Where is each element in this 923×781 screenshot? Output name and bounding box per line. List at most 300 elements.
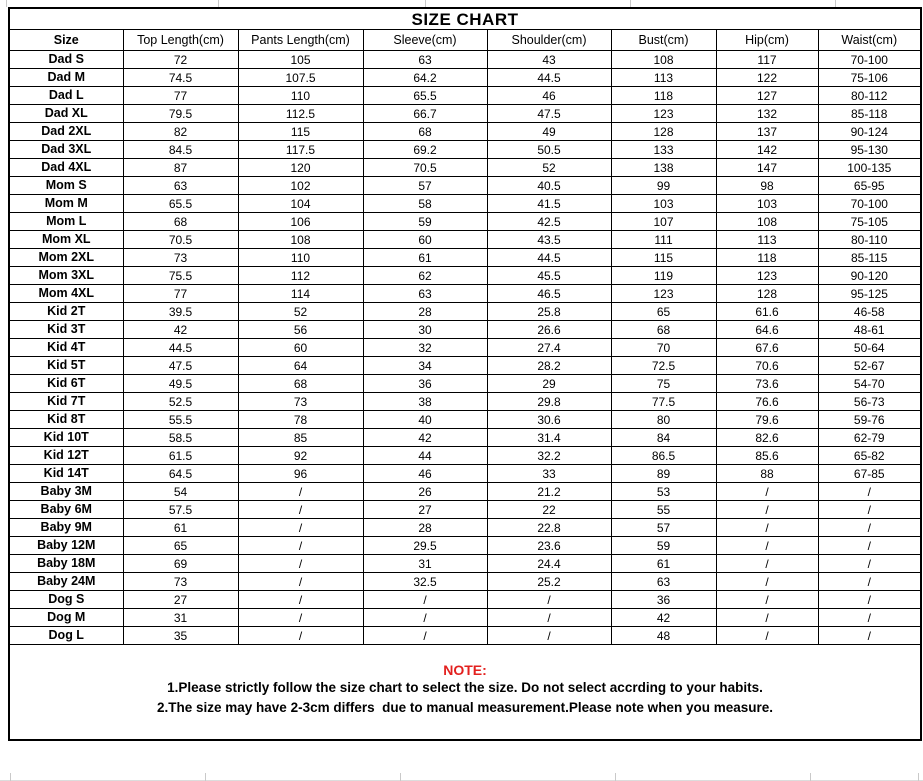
- measurement-cell: 61.6: [716, 303, 818, 321]
- size-label-cell: Baby 9M: [9, 519, 123, 537]
- measurement-cell: 103: [716, 195, 818, 213]
- measurement-cell: 61: [123, 519, 238, 537]
- measurement-cell: 79.5: [123, 105, 238, 123]
- measurement-cell: 34: [363, 357, 487, 375]
- measurement-cell: 26: [363, 483, 487, 501]
- measurement-cell: 73: [123, 573, 238, 591]
- measurement-cell: /: [238, 591, 363, 609]
- table-row: [9, 123, 921, 141]
- measurement-cell: 73: [238, 393, 363, 411]
- size-label-cell: Kid 2T: [9, 303, 123, 321]
- measurement-cell: 73.6: [716, 375, 818, 393]
- measurement-cell: 36: [611, 591, 716, 609]
- measurement-cell: 58.5: [123, 429, 238, 447]
- measurement-cell: 32: [363, 339, 487, 357]
- measurement-cell: 106: [238, 213, 363, 231]
- measurement-cell: 60: [363, 231, 487, 249]
- size-label-cell: Baby 6M: [9, 501, 123, 519]
- measurement-cell: 119: [611, 267, 716, 285]
- measurement-cell: /: [818, 555, 921, 573]
- column-header: Sleeve(cm): [363, 30, 487, 51]
- measurement-cell: 67-85: [818, 465, 921, 483]
- measurement-cell: 107: [611, 213, 716, 231]
- measurement-cell: /: [363, 609, 487, 627]
- measurement-cell: 65: [611, 303, 716, 321]
- measurement-cell: 65-95: [818, 177, 921, 195]
- size-label-cell: Baby 12M: [9, 537, 123, 555]
- measurement-cell: 115: [611, 249, 716, 267]
- size-label-cell: Mom L: [9, 213, 123, 231]
- table-row: [9, 321, 921, 339]
- measurement-cell: 32.5: [363, 573, 487, 591]
- measurement-cell: 36: [363, 375, 487, 393]
- measurement-cell: 30: [363, 321, 487, 339]
- measurement-cell: 40.5: [487, 177, 611, 195]
- measurement-cell: 79.6: [716, 411, 818, 429]
- size-label-cell: Dad XL: [9, 105, 123, 123]
- size-label-cell: Mom XL: [9, 231, 123, 249]
- measurement-cell: 59-76: [818, 411, 921, 429]
- measurement-cell: 68: [238, 375, 363, 393]
- measurement-cell: /: [818, 627, 921, 645]
- measurement-cell: /: [818, 591, 921, 609]
- size-label-cell: Kid 8T: [9, 411, 123, 429]
- page-title: SIZE CHART: [9, 8, 921, 30]
- measurement-cell: 80-112: [818, 87, 921, 105]
- measurement-cell: 57.5: [123, 501, 238, 519]
- measurement-cell: 26.6: [487, 321, 611, 339]
- measurement-cell: 132: [716, 105, 818, 123]
- measurement-cell: 133: [611, 141, 716, 159]
- measurement-cell: 118: [716, 249, 818, 267]
- measurement-cell: 63: [363, 51, 487, 69]
- measurement-cell: 28.2: [487, 357, 611, 375]
- measurement-cell: 61: [611, 555, 716, 573]
- size-label-cell: Mom 3XL: [9, 267, 123, 285]
- measurement-cell: 108: [716, 213, 818, 231]
- measurement-cell: /: [238, 573, 363, 591]
- measurement-cell: 85.6: [716, 447, 818, 465]
- measurement-cell: 117: [716, 51, 818, 69]
- measurement-cell: 77: [123, 87, 238, 105]
- measurement-cell: 41.5: [487, 195, 611, 213]
- measurement-cell: 70.5: [123, 231, 238, 249]
- measurement-cell: 44.5: [487, 249, 611, 267]
- measurement-cell: 64.5: [123, 465, 238, 483]
- measurement-cell: /: [238, 609, 363, 627]
- measurement-cell: /: [716, 483, 818, 501]
- measurement-cell: 61: [363, 249, 487, 267]
- measurement-cell: 53: [611, 483, 716, 501]
- measurement-cell: 73: [123, 249, 238, 267]
- measurement-cell: 31: [363, 555, 487, 573]
- measurement-cell: 115: [238, 123, 363, 141]
- size-label-cell: Kid 14T: [9, 465, 123, 483]
- measurement-cell: 38: [363, 393, 487, 411]
- table-row: [9, 627, 921, 645]
- measurement-cell: 49: [487, 123, 611, 141]
- measurement-cell: 55: [611, 501, 716, 519]
- measurement-cell: 61.5: [123, 447, 238, 465]
- size-label-cell: Kid 3T: [9, 321, 123, 339]
- table-row: [9, 465, 921, 483]
- note-row: [9, 645, 921, 741]
- measurement-cell: 100-135: [818, 159, 921, 177]
- measurement-cell: 58: [363, 195, 487, 213]
- measurement-cell: /: [487, 627, 611, 645]
- measurement-cell: 25.8: [487, 303, 611, 321]
- measurement-cell: /: [716, 627, 818, 645]
- table-row: [9, 141, 921, 159]
- measurement-cell: /: [818, 483, 921, 501]
- measurement-cell: 70-100: [818, 51, 921, 69]
- size-label-cell: Dog S: [9, 591, 123, 609]
- column-header: Bust(cm): [611, 30, 716, 51]
- measurement-cell: 122: [716, 69, 818, 87]
- measurement-cell: 108: [611, 51, 716, 69]
- measurement-cell: 42: [611, 609, 716, 627]
- measurement-cell: 33: [487, 465, 611, 483]
- measurement-cell: 28: [363, 303, 487, 321]
- measurement-cell: 65.5: [123, 195, 238, 213]
- gridline-tick: [630, 0, 631, 7]
- measurement-cell: 39.5: [123, 303, 238, 321]
- measurement-cell: 98: [716, 177, 818, 195]
- measurement-cell: /: [818, 609, 921, 627]
- measurement-cell: 22: [487, 501, 611, 519]
- measurement-cell: 57: [363, 177, 487, 195]
- size-label-cell: Baby 18M: [9, 555, 123, 573]
- measurement-cell: 40: [363, 411, 487, 429]
- measurement-cell: 92: [238, 447, 363, 465]
- size-label-cell: Kid 5T: [9, 357, 123, 375]
- measurement-cell: 31.4: [487, 429, 611, 447]
- column-header: Shoulder(cm): [487, 30, 611, 51]
- measurement-cell: 64.6: [716, 321, 818, 339]
- measurement-cell: 62: [363, 267, 487, 285]
- measurement-cell: 25.2: [487, 573, 611, 591]
- measurement-cell: /: [238, 627, 363, 645]
- size-label-cell: Mom 2XL: [9, 249, 123, 267]
- measurement-cell: 44: [363, 447, 487, 465]
- table-row: [9, 609, 921, 627]
- measurement-cell: 52: [238, 303, 363, 321]
- note-heading: NOTE:: [443, 661, 487, 678]
- table-row: [9, 519, 921, 537]
- measurement-cell: /: [716, 591, 818, 609]
- measurement-cell: 59: [363, 213, 487, 231]
- measurement-cell: 75-105: [818, 213, 921, 231]
- measurement-cell: /: [238, 483, 363, 501]
- measurement-cell: 68: [611, 321, 716, 339]
- measurement-cell: 72: [123, 51, 238, 69]
- measurement-cell: 88: [716, 465, 818, 483]
- measurement-cell: 82.6: [716, 429, 818, 447]
- measurement-cell: 24.4: [487, 555, 611, 573]
- measurement-cell: 78: [238, 411, 363, 429]
- measurement-cell: 123: [611, 105, 716, 123]
- measurement-cell: 48-61: [818, 321, 921, 339]
- size-label-cell: Baby 3M: [9, 483, 123, 501]
- measurement-cell: 75-106: [818, 69, 921, 87]
- measurement-cell: 90-120: [818, 267, 921, 285]
- measurement-cell: 110: [238, 249, 363, 267]
- measurement-cell: 21.2: [487, 483, 611, 501]
- measurement-cell: 77.5: [611, 393, 716, 411]
- table-row: [9, 213, 921, 231]
- gridline-tick: [835, 0, 836, 7]
- measurement-cell: 69.2: [363, 141, 487, 159]
- measurement-cell: 64.2: [363, 69, 487, 87]
- measurement-cell: /: [716, 573, 818, 591]
- measurement-cell: 66.7: [363, 105, 487, 123]
- table-row: [9, 267, 921, 285]
- measurement-cell: 47.5: [487, 105, 611, 123]
- measurement-cell: 29.8: [487, 393, 611, 411]
- size-chart-table: [8, 7, 922, 741]
- table-row: [9, 573, 921, 591]
- measurement-cell: /: [716, 609, 818, 627]
- measurement-cell: 86.5: [611, 447, 716, 465]
- measurement-cell: /: [716, 537, 818, 555]
- note-line-2: 2.The size may have 2-3cm differs due to manual measurement.Please note when you measure.: [157, 700, 773, 715]
- gridline-tick: [10, 773, 11, 781]
- table-row: [9, 375, 921, 393]
- measurement-cell: /: [238, 501, 363, 519]
- measurement-cell: 31: [123, 609, 238, 627]
- measurement-cell: 77: [123, 285, 238, 303]
- measurement-cell: 74.5: [123, 69, 238, 87]
- measurement-cell: 123: [611, 285, 716, 303]
- table-row: [9, 87, 921, 105]
- table-row: [9, 177, 921, 195]
- measurement-cell: 52: [487, 159, 611, 177]
- table-row: [9, 483, 921, 501]
- size-label-cell: Mom M: [9, 195, 123, 213]
- measurement-cell: 112: [238, 267, 363, 285]
- note-line-1: 1.Please strictly follow the size chart to select the size. Do not select accrding to your habits.: [167, 679, 763, 695]
- measurement-cell: 111: [611, 231, 716, 249]
- table-row: [9, 69, 921, 87]
- measurement-cell: /: [716, 555, 818, 573]
- measurement-cell: 63: [611, 573, 716, 591]
- measurement-cell: 105: [238, 51, 363, 69]
- column-header: Top Length(cm): [123, 30, 238, 51]
- measurement-cell: 54-70: [818, 375, 921, 393]
- measurement-cell: 68: [363, 123, 487, 141]
- measurement-cell: 70.5: [363, 159, 487, 177]
- measurement-cell: 104: [238, 195, 363, 213]
- size-label-cell: Dad 4XL: [9, 159, 123, 177]
- measurement-cell: 85: [238, 429, 363, 447]
- measurement-cell: 29: [487, 375, 611, 393]
- column-header: Waist(cm): [818, 30, 921, 51]
- measurement-cell: 70: [611, 339, 716, 357]
- measurement-cell: 42.5: [487, 213, 611, 231]
- measurement-cell: /: [487, 609, 611, 627]
- measurement-cell: 46.5: [487, 285, 611, 303]
- table-row: [9, 591, 921, 609]
- measurement-cell: /: [818, 519, 921, 537]
- measurement-cell: 30.6: [487, 411, 611, 429]
- measurement-cell: 46: [487, 87, 611, 105]
- measurement-cell: 80-110: [818, 231, 921, 249]
- measurement-cell: 22.8: [487, 519, 611, 537]
- column-header: Pants Length(cm): [238, 30, 363, 51]
- measurement-cell: 27.4: [487, 339, 611, 357]
- table-row: [9, 393, 921, 411]
- measurement-cell: 35: [123, 627, 238, 645]
- measurement-cell: 63: [363, 285, 487, 303]
- measurement-cell: /: [238, 519, 363, 537]
- gridline-tick: [918, 773, 919, 781]
- size-label-cell: Dad M: [9, 69, 123, 87]
- title-row: [9, 8, 921, 30]
- measurement-cell: 52.5: [123, 393, 238, 411]
- size-label-cell: Kid 10T: [9, 429, 123, 447]
- measurement-cell: 114: [238, 285, 363, 303]
- size-label-cell: Dog M: [9, 609, 123, 627]
- size-label-cell: Dad L: [9, 87, 123, 105]
- size-label-cell: Kid 4T: [9, 339, 123, 357]
- measurement-cell: 90-124: [818, 123, 921, 141]
- measurement-cell: 43: [487, 51, 611, 69]
- measurement-cell: /: [238, 555, 363, 573]
- table-row: [9, 285, 921, 303]
- measurement-cell: 49.5: [123, 375, 238, 393]
- measurement-cell: 89: [611, 465, 716, 483]
- measurement-cell: 75: [611, 375, 716, 393]
- measurement-cell: /: [818, 501, 921, 519]
- gridline-tick: [400, 773, 401, 781]
- size-label-cell: Mom S: [9, 177, 123, 195]
- measurement-cell: 127: [716, 87, 818, 105]
- measurement-cell: 69: [123, 555, 238, 573]
- measurement-cell: 128: [716, 285, 818, 303]
- measurement-cell: /: [487, 591, 611, 609]
- gridline-tick: [205, 773, 206, 781]
- measurement-cell: 108: [238, 231, 363, 249]
- measurement-cell: 68: [123, 213, 238, 231]
- table-row: [9, 339, 921, 357]
- measurement-cell: 85-118: [818, 105, 921, 123]
- table-row: [9, 357, 921, 375]
- measurement-cell: /: [818, 537, 921, 555]
- size-label-cell: Kid 6T: [9, 375, 123, 393]
- table-row: [9, 447, 921, 465]
- measurement-cell: 67.6: [716, 339, 818, 357]
- measurement-cell: /: [363, 627, 487, 645]
- column-header: Hip(cm): [716, 30, 818, 51]
- measurement-cell: 44.5: [487, 69, 611, 87]
- measurement-cell: 82: [123, 123, 238, 141]
- measurement-cell: 43.5: [487, 231, 611, 249]
- measurement-cell: 57: [611, 519, 716, 537]
- table-row: [9, 231, 921, 249]
- measurement-cell: 32.2: [487, 447, 611, 465]
- measurement-cell: 42: [363, 429, 487, 447]
- measurement-cell: 70-100: [818, 195, 921, 213]
- measurement-cell: 70.6: [716, 357, 818, 375]
- measurement-cell: 29.5: [363, 537, 487, 555]
- measurement-cell: 84.5: [123, 141, 238, 159]
- table-row: [9, 537, 921, 555]
- measurement-cell: 142: [716, 141, 818, 159]
- table-row: [9, 303, 921, 321]
- measurement-cell: 102: [238, 177, 363, 195]
- measurement-cell: 60: [238, 339, 363, 357]
- column-header: Size: [9, 30, 123, 51]
- measurement-cell: 137: [716, 123, 818, 141]
- measurement-cell: 95-125: [818, 285, 921, 303]
- measurement-cell: 28: [363, 519, 487, 537]
- measurement-cell: 138: [611, 159, 716, 177]
- measurement-cell: 107.5: [238, 69, 363, 87]
- measurement-cell: 65: [123, 537, 238, 555]
- size-label-cell: Dad S: [9, 51, 123, 69]
- size-label-cell: Dad 3XL: [9, 141, 123, 159]
- size-label-cell: Kid 12T: [9, 447, 123, 465]
- table-row: [9, 411, 921, 429]
- gridline-tick: [425, 0, 426, 7]
- measurement-cell: 147: [716, 159, 818, 177]
- table-row: [9, 51, 921, 69]
- measurement-cell: 55.5: [123, 411, 238, 429]
- measurement-cell: 103: [611, 195, 716, 213]
- measurement-cell: 56-73: [818, 393, 921, 411]
- measurement-cell: /: [238, 537, 363, 555]
- measurement-cell: 113: [716, 231, 818, 249]
- measurement-cell: 62-79: [818, 429, 921, 447]
- measurement-cell: 117.5: [238, 141, 363, 159]
- measurement-cell: 64: [238, 357, 363, 375]
- measurement-cell: 44.5: [123, 339, 238, 357]
- measurement-cell: /: [716, 519, 818, 537]
- measurement-cell: 59: [611, 537, 716, 555]
- measurement-cell: 48: [611, 627, 716, 645]
- measurement-cell: 27: [123, 591, 238, 609]
- measurement-cell: 87: [123, 159, 238, 177]
- measurement-cell: 76.6: [716, 393, 818, 411]
- column-header-row: [9, 30, 921, 51]
- measurement-cell: 65-82: [818, 447, 921, 465]
- table-row: [9, 195, 921, 213]
- measurement-cell: 80: [611, 411, 716, 429]
- measurement-cell: 46: [363, 465, 487, 483]
- measurement-cell: 63: [123, 177, 238, 195]
- table-row: [9, 159, 921, 177]
- measurement-cell: 56: [238, 321, 363, 339]
- measurement-cell: 118: [611, 87, 716, 105]
- measurement-cell: 120: [238, 159, 363, 177]
- gridline-tick: [810, 773, 811, 781]
- table-row: [9, 429, 921, 447]
- measurement-cell: /: [818, 573, 921, 591]
- size-label-cell: Kid 7T: [9, 393, 123, 411]
- measurement-cell: 72.5: [611, 357, 716, 375]
- measurement-cell: 123: [716, 267, 818, 285]
- measurement-cell: 27: [363, 501, 487, 519]
- measurement-cell: 45.5: [487, 267, 611, 285]
- measurement-cell: 75.5: [123, 267, 238, 285]
- gridline-tick: [6, 0, 7, 7]
- measurement-cell: 128: [611, 123, 716, 141]
- measurement-cell: 110: [238, 87, 363, 105]
- measurement-cell: 23.6: [487, 537, 611, 555]
- gridline-tick: [615, 773, 616, 781]
- measurement-cell: 84: [611, 429, 716, 447]
- table-row: [9, 249, 921, 267]
